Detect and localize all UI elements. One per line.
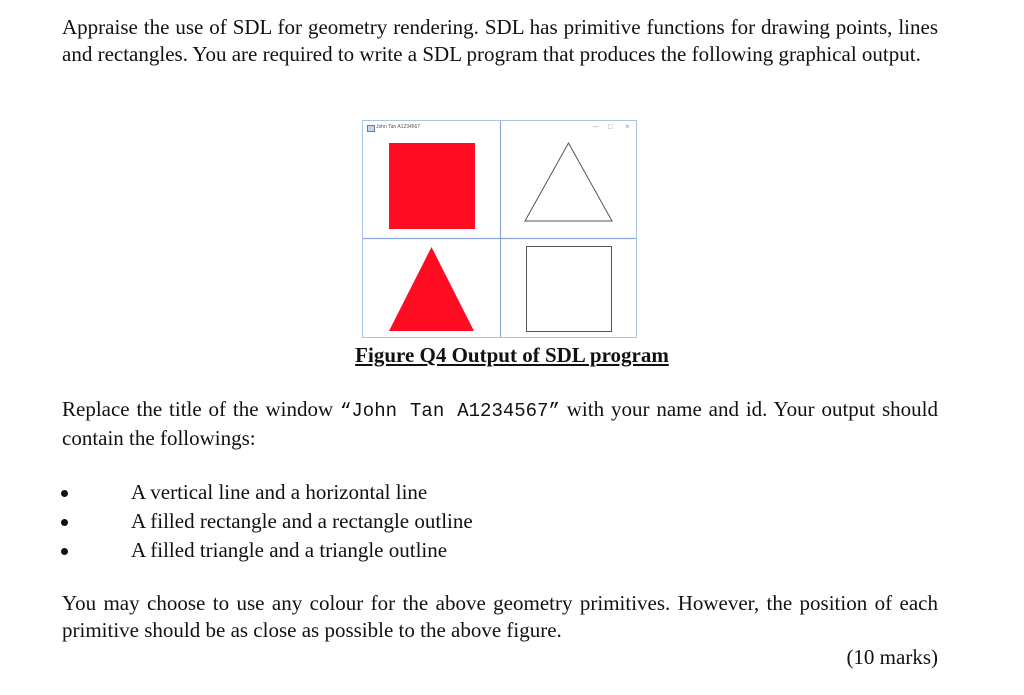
sdl-window-screenshot [362, 120, 637, 338]
figure-caption [0, 342, 1024, 369]
bullet-icon [61, 490, 68, 497]
sdl-render-canvas [363, 121, 636, 337]
bullet-icon [61, 519, 68, 526]
triangle-outline [525, 143, 612, 221]
window-title-code: “John Tan A1234567” [339, 400, 560, 422]
figure-caption-text: Figure Q4 Output of SDL program [355, 343, 669, 367]
close-icon: × [625, 122, 630, 131]
list-item-text: A vertical line and a horizontal line [131, 480, 428, 504]
filled-triangle [389, 247, 474, 331]
minimize-icon: – [593, 122, 598, 131]
question-intro: Appraise the use of SDL for geometry rendering. SDL has primitive functions for drawing points, lines and rectangles. You are required to write a SDL program that produces the following graphical output. [62, 15, 938, 66]
replace-instruction [62, 396, 938, 452]
list-item [0, 537, 1024, 566]
marks-allocation: (10 marks) [846, 645, 938, 669]
list-item-text: A filled triangle and a triangle outline [131, 538, 448, 562]
bullet-icon [61, 548, 68, 555]
filled-rectangle [389, 143, 475, 229]
list-item [0, 479, 1024, 508]
replace-text-before: Replace the title of the window [62, 397, 340, 421]
list-item-text: A filled rectangle and a rectangle outline [131, 509, 473, 533]
maximize-icon: □ [608, 122, 613, 131]
window-title: John Tan A1234567 [376, 124, 421, 130]
replace-text-after: with your name and id. Your output should contain the followings: [62, 397, 938, 450]
list-item [0, 508, 1024, 537]
closing-instruction: You may choose to use any colour for the above geometry primitives. However, the position of each primitive should be as close as possible to the above figure. [62, 591, 938, 642]
rectangle-outline [527, 247, 612, 332]
